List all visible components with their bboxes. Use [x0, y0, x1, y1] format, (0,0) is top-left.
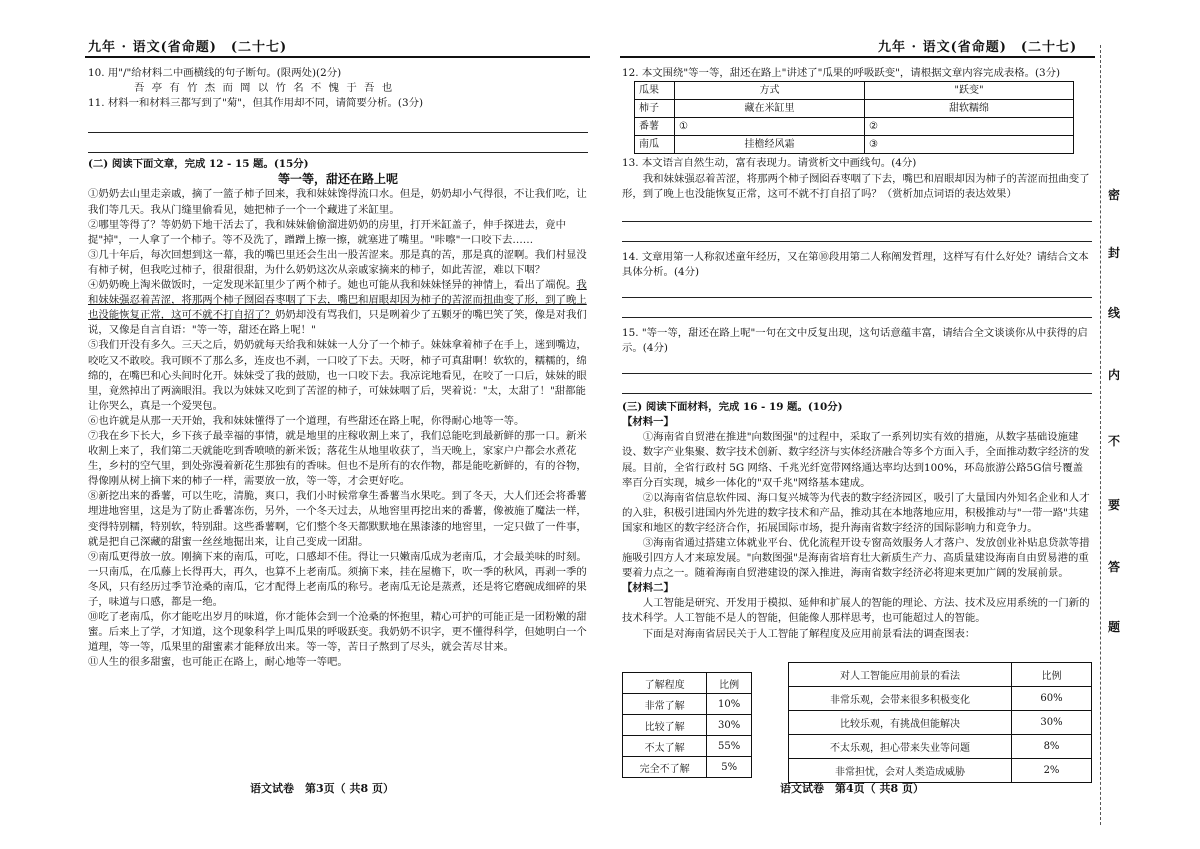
- paragraph-4: [88, 278, 588, 338]
- page-4: [600, 0, 1200, 849]
- seal-char: 不: [1108, 434, 1121, 448]
- material-1-para-3: ③海南省通过搭建立体就业平台、优化流程开设专窗高效服务人才落户、发放创业补贴息贷款等措施吸引四方人才来琼发展。"向数图强"是海南省培育壮大新质生产力、高质量建设海南自由贸易港的重要着力点之一。随着海南自贸港建设的深入推进，海南省数字经济必将迎来更加广阔的发展前景。: [622, 536, 1090, 580]
- question-13: 13. 本文语言自然生动，富有表现力。请赏析文中画线句。(4分): [622, 157, 917, 170]
- table-row: [635, 136, 1074, 154]
- seal-char: 题: [1108, 620, 1121, 634]
- answer-line[interactable]: [622, 304, 1092, 318]
- table-row: [789, 687, 1092, 711]
- seal-char: 内: [1108, 368, 1121, 382]
- left-content: [88, 66, 588, 670]
- page-header-left: 九年 · 语文(省命题) (二十七): [88, 40, 288, 55]
- table-row: [635, 100, 1074, 118]
- seal-char: 封: [1108, 246, 1121, 260]
- material-1-para-1: ①海南省自贸港在推进"向数图强"的过程中，采取了一系列切实有效的措施，从数字基础设施建设、数字产业集聚、数字技术创新、数字经济与实体经济融合等多个方面入手，全面推动数字经济的发展。目前，全省行政村 5G 网络、千兆光纤宽带网络通达率均达到100%，环岛旅游公路5G信号覆盖率百分百实现，城乡一体化的"双千兆"网络基本建成。: [622, 431, 1090, 489]
- table-cell: 不太乐观，担心带来失业等问题: [789, 735, 1012, 759]
- table-row: [623, 694, 752, 715]
- question-10: 10. 用"/"给材料二中画横线的句子断句。(限两处)(2分): [88, 67, 342, 79]
- paragraph-11: ⑪人生的很多甜蜜，也可能正在路上，耐心地等一等吧。: [88, 656, 348, 669]
- right-content: [622, 66, 1092, 642]
- table-row: [623, 715, 752, 736]
- survey-intro: 下面是对海南省居民关于人工智能了解程度及应用前景看法的调查图表：: [642, 627, 976, 640]
- table-header: 了解程度: [623, 673, 707, 694]
- table-cell: 比较乐观，有挑战但能解决: [789, 711, 1012, 735]
- answer-line[interactable]: [88, 119, 588, 133]
- header-rule-right: [620, 56, 1095, 58]
- material-2-heading: 【材料二】: [622, 582, 674, 595]
- material-1-para-2: ②以海南省信息软件园、海口复兴城等为代表的数字经济园区，吸引了大量国内外知名企业和人才的入驻，积极引进国内外先进的数字技术和产品，推动其在本地落地应用，积极推动与"一带一路"共建国家和地区的数字经济合作，拓展国际市场，提升海南省数字经济的国际影响力和竞争力。: [622, 491, 1090, 534]
- paragraph-5: ⑤我们开没有多久。三天之后，奶奶就每天给我和妹妹一人分了一个柿子。妹妹拿着柿子在手上，迷到嘴边，咬吃又不敢咬。我可顾不了那么多，连皮也不剥，一口咬了下去。天呀，柿子可真甜啊！软软的，糯糯的，绵绵的，在嘴巴和心头间时化开。妹妹受了我的鼓励，也一口咬下去。我凉诧地看见，在咬了一口后，妹妹的眼里，竟然掉出了两滴眼泪。我以为妹妹又吃到了苦涩的柿子，可妹妹咽了后，哭着说："太，太甜了！"甜都能让你哭么，真是一个爱哭包。: [88, 339, 587, 412]
- table-cell: 挂檐经风霜: [675, 136, 865, 154]
- table-cell: 不太了解: [623, 736, 707, 757]
- paragraph-4-tail: 奶奶却没有骂我们，只是咧着少了五颗牙的嘴巴笑了笑，像是对我们说，又像是自言自语："等一等，甜还在路上呢！": [88, 309, 587, 337]
- seal-char: 要: [1108, 498, 1121, 512]
- header-rule-left: [85, 56, 590, 58]
- paragraph-9: ⑨南瓜更得放一放。刚摘下来的南瓜，可吃，口感却不佳。得让一只嫩南瓜成为老南瓜，才会最美味的时刻。一只南瓜，在瓜藤上长得再大，再久，也算不上老南瓜。须摘下来，挂在屋檐下，吹一季的秋风，再剥一季的冬风，只有经历过季节沧桑的南瓜，它才配得上老南瓜的称号。老南瓜无论是蒸煮，还是将它磨碗成细碎的果子，味道与口感，都是一绝。: [88, 550, 587, 608]
- table-cell: 柿子: [635, 100, 675, 118]
- material-2-text: 人工智能是研究、开发用于模拟、延伸和扩展人的智能的理论、方法、技术及应用系统的一门新的技术科学。人工智能不是人的智能，但能像人那样思考，也可能超过人的智能。: [622, 597, 1090, 625]
- table-row: [789, 735, 1092, 759]
- table-row: [623, 736, 752, 757]
- section-2-heading: (二) 阅读下面文章，完成 12 - 15 题。(15分): [88, 158, 309, 171]
- table-cell: 10%: [707, 694, 752, 715]
- table-cell: 非常乐观，会带来很多积极变化: [789, 687, 1012, 711]
- answer-cell[interactable]: ①: [675, 118, 865, 136]
- seal-char: 密: [1108, 188, 1121, 202]
- seal-char: 答: [1108, 560, 1121, 574]
- table-cell: 30%: [1012, 711, 1092, 735]
- table-cell: 55%: [707, 736, 752, 757]
- seal-char: 线: [1108, 306, 1121, 320]
- seal-line: [1100, 45, 1101, 825]
- table-header: 方式: [675, 82, 865, 100]
- table-cell: 60%: [1012, 687, 1092, 711]
- paragraph-6: ⑥也许就是从那一天开始，我和妹妹懂得了一个道理，有些甜还在路上呢，你得耐心地等一等。: [88, 414, 525, 427]
- table-cell: 非常了解: [623, 694, 707, 715]
- table-cell: 2%: [1012, 759, 1092, 783]
- paragraph-2: ②哪里等得了？等奶奶下地干活去了，我和妹妹偷偷溜进奶奶的房里，打开米缸盖子，伸手探进去，竟中捉"掉"，一人拿了一个柿子。等不及洗了，蹭蹭上擦一擦，就塞进了嘴里。"咔嚓"一口咬下去……: [88, 218, 566, 246]
- section-3-heading: (三) 阅读下面材料，完成 16 - 19 题。(10分): [622, 401, 843, 414]
- table-cell: 甜软糯绵: [865, 100, 1074, 118]
- paragraph-1: ①奶奶去山里走亲戚，摘了一篮子柿子回来，我和妹妹馋得流口水。但是，奶奶却小气得很，不让我们吃，让我们等几天。我从门缝里偷看见，她把柿子一个一个藏进了米缸里。: [88, 188, 587, 216]
- table-cell: 完全不了解: [623, 757, 707, 778]
- table-header: "跃变": [865, 82, 1074, 100]
- answer-line[interactable]: [622, 228, 1092, 242]
- page-footer-left: 语文试卷 第3页（ 共8 页）: [250, 782, 394, 795]
- paragraph-4-lead: ④奶奶晚上淘米做饭时，一定发现米缸里少了两个柿子。她也可能从我和妹妹怪异的神情上，看出了端倪。: [88, 279, 577, 292]
- underlined-sentence: 我和妹妹强忍着苦涩，将那两个柿子囫囵吞枣咽了下去，嘴巴和眉眼却因为柿子的苦涩而扭曲变了形，到了晚上也没能恢复正常，这可不就不打自招了？: [88, 279, 587, 322]
- answer-line[interactable]: [88, 139, 588, 153]
- answer-line[interactable]: [622, 284, 1092, 298]
- table-row: [635, 118, 1074, 136]
- table-header: 对人工智能应用前景的看法: [789, 663, 1012, 687]
- table-row: [623, 757, 752, 778]
- material-1-heading: 【材料一】: [622, 416, 674, 429]
- question-14: 14. 文章用第一人称叙述童年经历，又在第⑩段用第二人称阐发哲理，这样写有什么好处？请结合文本具体分析。(4分): [622, 250, 1089, 278]
- table-cell: 8%: [1012, 735, 1092, 759]
- paragraph-7: ⑦我在乡下长大，乡下孩子最幸福的事情，就是地里的庄稼收割上来了，我们总能吃到最新鲜的那一口。新米收割上来了，我们第二天就能吃到香喷喷的新米饭；落花生从地里收获了，当天晚上，家家户户都会水煮花生，乡村的空气里，到处弥漫着新花生那独有的香味。但也不是所有的农作物，都是能吃新鲜的，有的谷物，得像刚从树上摘下来的柿子一样，需要放一放，等一等，才会更好吃。: [88, 429, 587, 488]
- table-cell: 比较了解: [623, 715, 707, 736]
- table-header: 比例: [707, 673, 752, 694]
- question-10-text: 吾 亭 有 竹 杰 而 岡 以 竹 名 不 愧 于 吾 也: [134, 82, 395, 95]
- page-footer-right: 语文试卷 第4页（ 共8 页）: [780, 782, 924, 795]
- answer-line[interactable]: [622, 360, 1092, 374]
- paragraph-8: ⑧新挖出来的番薯，可以生吃，清脆，爽口，我们小时候常拿生番薯当水果吃。到了冬天，大人们还会将番薯埋进地窖里，这是为了防止番薯冻伤，另外，一个冬天过去，从地窖里再挖出来的番薯，像被施了魔法一样，变得特别糯，特别软，特别甜。这些番薯啊，它们整个冬天都默默地在黑漆漆的地窖里，一定只做了一件事，就是把自己深藏的甜蜜一丝丝地掘出来，让自己变成一团甜。: [88, 490, 587, 548]
- table-outlook: [788, 662, 1092, 783]
- table-row: [789, 759, 1092, 783]
- paragraph-3: ③几十年后，每次回想到这一幕，我的嘴巴里还会生出一股苦涩来。那是真的苦，那是真的涩啊。我们村显没有柿子树，但我吃过柿子，很甜很甜，为什么奶奶这次从亲戚家摘来的柿子，如此苦涩，难以下咽？: [88, 248, 587, 276]
- table-cell: 5%: [707, 757, 752, 778]
- table-cell: 南瓜: [635, 136, 675, 154]
- table-header: 比例: [1012, 663, 1092, 687]
- article-title: 等一等，甜还在路上呢: [277, 172, 398, 187]
- table-understanding: [622, 672, 752, 778]
- paragraph-10: ⑩吃了老南瓜，你才能吃出岁月的味道，你才能体会到一个沧桑的怀抱里，精心可护的可能正是一团粉嫩的甜蜜。后来上了学，才知道，这个现象科学上叫瓜果的呼吸跃变。我奶奶不识字，更不懂得科学，但她明白一个道理，等一等，瓜果里的甜蜜素才能释放出来。等一等，苦日子熬到了尽头，就会苦尽甘来。: [88, 611, 587, 654]
- answer-line[interactable]: [622, 208, 1092, 222]
- answer-cell[interactable]: ②: [865, 118, 1074, 136]
- table-cell: 藏在米缸里: [675, 100, 865, 118]
- table-cell: 非常担忧，会对人类造成威胁: [789, 759, 1012, 783]
- question-13-quote: 我和妹妹强忍着苦涩，将那两个柿子囫囵吞枣咽了下去，嘴巴和眉眼却因为柿子的苦涩而扭曲变了形，到了晚上也没能恢复正常，这可不就不打自招了吗？（赏析加点词语的表达效果）: [622, 172, 1090, 200]
- question-11: 11. 材料一和材料三都写到了"菊"，但其作用却不同，请简要分析。(3分): [88, 97, 424, 110]
- table-row: [789, 711, 1092, 735]
- question-15: 15. "等一等，甜还在路上呢"一句在文中反复出现，这句话意蕴丰富，请结合全文谈谈你从中获得的启示。(4分): [622, 326, 1088, 355]
- table-cell: 番薯: [635, 118, 675, 136]
- question-12: 12. 本文围绕"等一等，甜还在路上"讲述了"瓜果的呼吸跃变"，请根据文章内容完成表格。(3分): [622, 67, 1061, 79]
- answer-cell[interactable]: ③: [865, 136, 1074, 154]
- table-cell: 30%: [707, 715, 752, 736]
- table-header: 瓜果: [635, 82, 675, 100]
- table-q12: [634, 81, 1074, 154]
- page-header-right: 九年 · 语文(省命题) (二十七): [878, 40, 1078, 55]
- answer-line[interactable]: [622, 380, 1092, 394]
